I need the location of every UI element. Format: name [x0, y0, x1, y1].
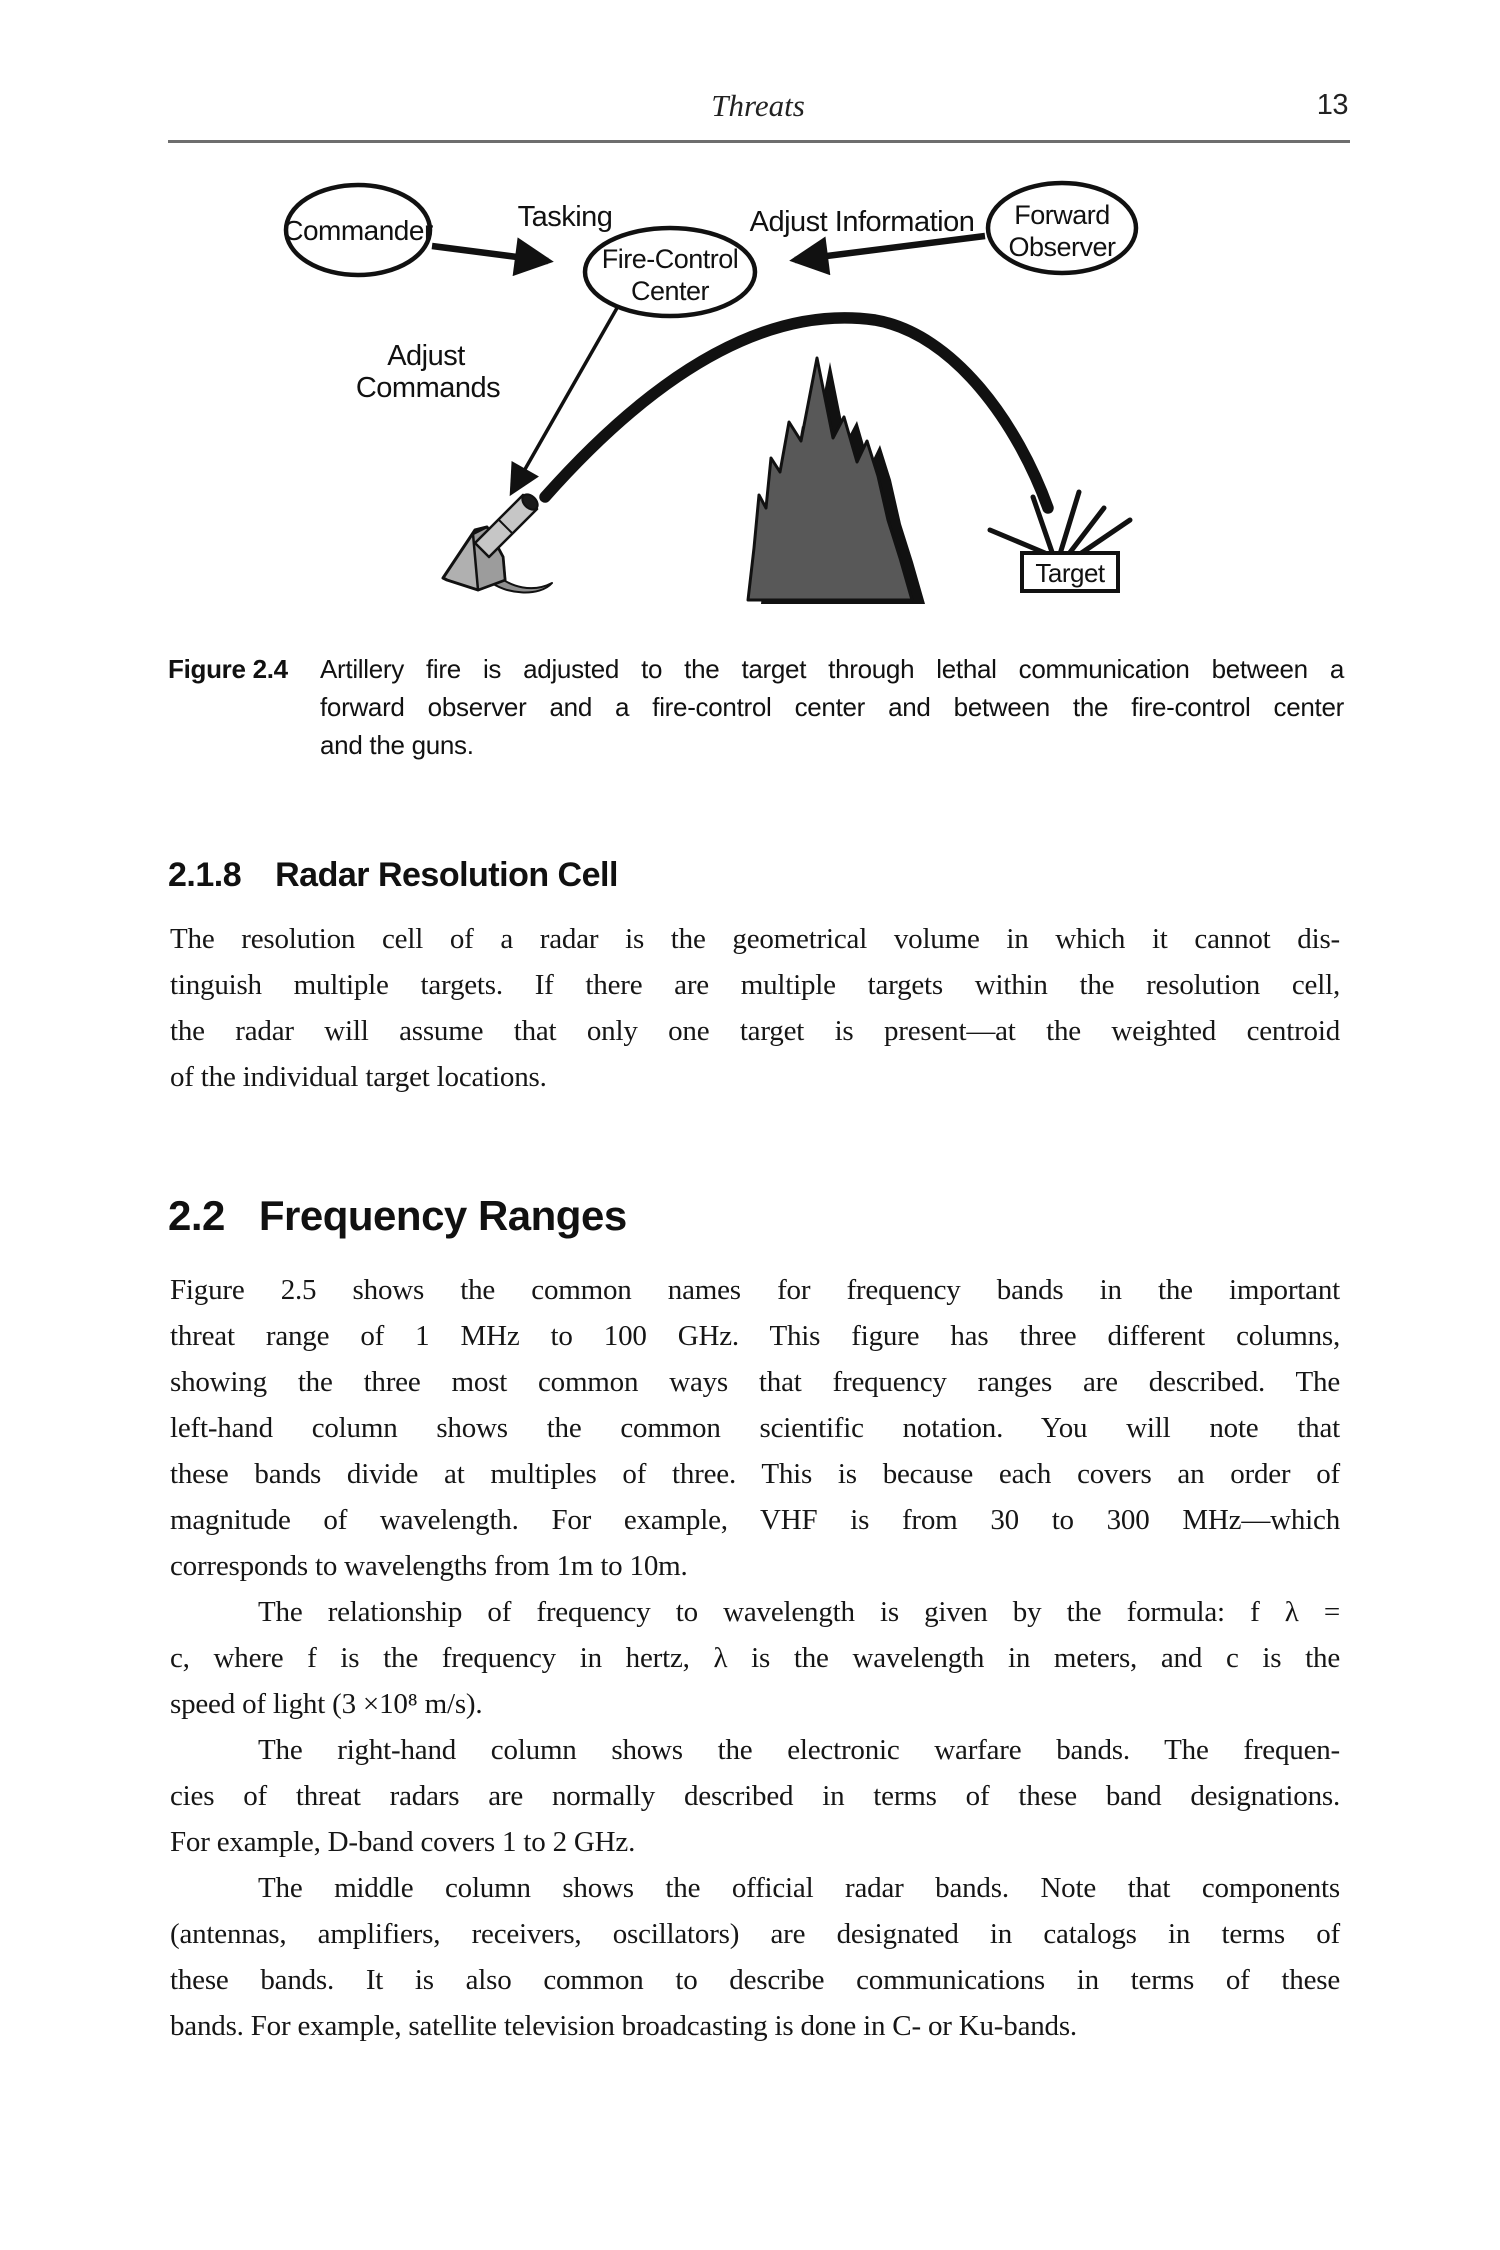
tasking-arrow	[432, 246, 548, 261]
adjust-information-label: Adjust Information	[749, 206, 975, 238]
subsection-heading-218	[168, 856, 1348, 895]
paragraph	[170, 1267, 1340, 1589]
paragraph	[170, 1727, 1340, 1865]
text-line: these bands. It is also common to describe communications in terms of these	[170, 1964, 1340, 1996]
text-line: The relationship of frequency to wavelength is given by the formula: f λ =	[258, 1596, 1340, 1628]
text-line: (antennas, amplifiers, receivers, oscillators) are designated in catalogs in terms of	[170, 1918, 1340, 1950]
fire-control-label-1: Fire-Control	[601, 244, 739, 274]
figure-caption-text	[320, 650, 1344, 764]
text-line: threat range of 1 MHz to 100 GHz. This figure has three different columns,	[170, 1320, 1340, 1352]
adjust-commands-label-1: Adjust	[387, 340, 465, 372]
figure-caption-label: Figure 2.4	[168, 654, 288, 684]
text-line: The middle column shows the official radar bands. Note that components	[258, 1872, 1340, 1904]
commander-label: Commander	[283, 215, 433, 246]
fire-control-label-2: Center	[630, 276, 710, 306]
section-heading-22	[168, 1192, 1348, 1240]
text-line: these bands divide at multiples of three. This is because each covers an order of	[170, 1458, 1340, 1490]
adjust-information-arrow	[795, 236, 985, 260]
figure-caption	[168, 650, 1344, 764]
forward-observer-label-1: Forward	[1014, 200, 1110, 230]
text-line: cies of threat radars are normally described in terms of these band designations.	[170, 1780, 1340, 1812]
paragraph	[170, 1865, 1340, 2049]
text-line: showing the three most common ways that frequency ranges are described. The	[170, 1366, 1340, 1398]
text-line: magnitude of wavelength. For example, VHF is from 30 to 300 MHz—which	[170, 1504, 1340, 1536]
text-line: For example, D-band covers 1 to 2 GHz.	[170, 1826, 636, 1858]
subsection-number: 2.1.8	[168, 856, 242, 894]
target-label: Target	[1035, 558, 1105, 588]
explosion-burst	[990, 492, 1130, 556]
section-number: 2.2	[168, 1192, 225, 1239]
figure-diagram	[150, 130, 1370, 640]
tasking-label: Tasking	[517, 201, 613, 233]
section-body	[170, 1267, 1340, 2049]
adjust-commands-arrow	[512, 308, 617, 492]
text-line: Artillery fire is adjusted to the target through lethal communication between a	[320, 654, 1344, 684]
running-head	[168, 88, 1348, 130]
adjust-commands-label-2: Commands	[355, 372, 501, 404]
text-line: left-hand column shows the common scientific notation. You will note that	[170, 1412, 1340, 1444]
text-line: The right-hand column shows the electronic warfare bands. The frequen-	[258, 1734, 1340, 1766]
paragraph	[170, 1589, 1340, 1727]
text-line: The resolution cell of a radar is the geometrical volume in which it cannot dis-	[170, 923, 1340, 955]
section-title: Frequency Ranges	[258, 1192, 627, 1239]
text-line: forward observer and a fire-control center and between the fire-control center	[320, 692, 1344, 722]
text-line: tinguish multiple targets. If there are multiple targets within the resolution cell,	[170, 969, 1340, 1001]
text-line: and the guns.	[320, 730, 474, 760]
text-line: corresponds to wavelengths from 1m to 10m.	[170, 1550, 688, 1582]
artillery-gun	[443, 491, 552, 592]
paragraph	[170, 916, 1340, 1100]
page-number: 13	[1316, 89, 1348, 121]
forward-observer-label-2: Observer	[1008, 232, 1116, 262]
text-line: c, where f is the frequency in hertz, λ is the wavelength in meters, and c is the	[170, 1642, 1340, 1674]
running-head-title: Threats	[711, 88, 805, 123]
text-line: the radar will assume that only one target is present—at the weighted centroid	[170, 1015, 1340, 1047]
text-line: speed of light (3 ×10⁸ m/s).	[170, 1688, 483, 1720]
subsection-title: Radar Resolution Cell	[275, 856, 618, 894]
text-line: bands. For example, satellite television broadcasting is done in C- or Ku-bands.	[170, 2010, 1077, 2042]
text-line: Figure 2.5 shows the common names for frequency bands in the important	[170, 1274, 1340, 1306]
text-line: of the individual target locations.	[170, 1061, 547, 1093]
